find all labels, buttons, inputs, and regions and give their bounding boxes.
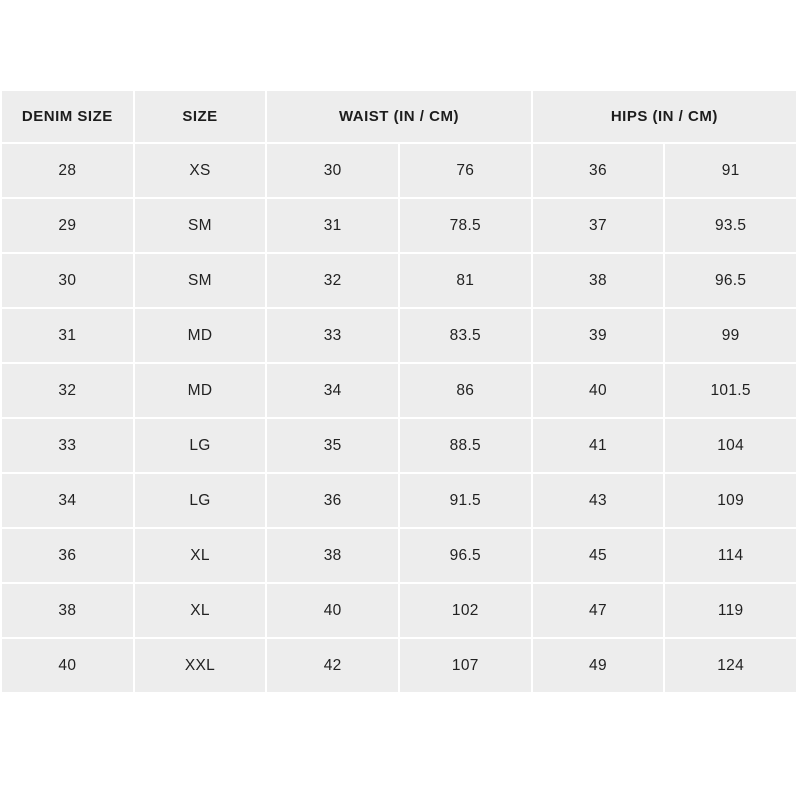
waist-cm-cell: 86 bbox=[400, 364, 531, 417]
hips-in-cell: 37 bbox=[533, 199, 664, 252]
denim-size-cell: 33 bbox=[2, 419, 133, 472]
denim-size-cell: 31 bbox=[2, 309, 133, 362]
waist-in-cell: 34 bbox=[267, 364, 398, 417]
table-row bbox=[2, 199, 796, 252]
hips-in-cell: 45 bbox=[533, 529, 664, 582]
hips-in-cell: 41 bbox=[533, 419, 664, 472]
table-row bbox=[2, 144, 796, 197]
waist-cm-cell: 83.5 bbox=[400, 309, 531, 362]
denim-size-cell: 30 bbox=[2, 254, 133, 307]
hips-in-cell: 49 bbox=[533, 639, 664, 692]
waist-in-cell: 32 bbox=[267, 254, 398, 307]
table-row bbox=[2, 254, 796, 307]
table-row bbox=[2, 309, 796, 362]
hips-cm-cell: 93.5 bbox=[665, 199, 796, 252]
denim-size-cell: 28 bbox=[2, 144, 133, 197]
denim-size-cell: 40 bbox=[2, 639, 133, 692]
denim-size-chart-table bbox=[0, 89, 798, 694]
size-cell: LG bbox=[135, 419, 266, 472]
hips-cm-cell: 101.5 bbox=[665, 364, 796, 417]
hips-in-cell: 39 bbox=[533, 309, 664, 362]
waist-cm-cell: 107 bbox=[400, 639, 531, 692]
waist-in-cell: 38 bbox=[267, 529, 398, 582]
denim-size-cell: 32 bbox=[2, 364, 133, 417]
table-row bbox=[2, 584, 796, 637]
table-row bbox=[2, 474, 796, 527]
denim-size-cell: 34 bbox=[2, 474, 133, 527]
denim-size-cell: 29 bbox=[2, 199, 133, 252]
hips-cm-cell: 91 bbox=[665, 144, 796, 197]
waist-in-cell: 33 bbox=[267, 309, 398, 362]
waist-cm-cell: 81 bbox=[400, 254, 531, 307]
hips-cm-cell: 114 bbox=[665, 529, 796, 582]
header-row bbox=[2, 91, 796, 142]
waist-in-cell: 30 bbox=[267, 144, 398, 197]
hips-in-cell: 40 bbox=[533, 364, 664, 417]
size-cell: SM bbox=[135, 254, 266, 307]
waist-in-cell: 35 bbox=[267, 419, 398, 472]
size-cell: LG bbox=[135, 474, 266, 527]
size-cell: MD bbox=[135, 364, 266, 417]
hips-in-cell: 38 bbox=[533, 254, 664, 307]
waist-in-cell: 36 bbox=[267, 474, 398, 527]
denim-size-cell: 36 bbox=[2, 529, 133, 582]
waist-in-cell: 31 bbox=[267, 199, 398, 252]
size-cell: MD bbox=[135, 309, 266, 362]
waist-in-cell: 40 bbox=[267, 584, 398, 637]
size-cell: XXL bbox=[135, 639, 266, 692]
hips-cm-cell: 119 bbox=[665, 584, 796, 637]
table-row bbox=[2, 639, 796, 692]
size-cell: SM bbox=[135, 199, 266, 252]
size-cell: XS bbox=[135, 144, 266, 197]
waist-cm-cell: 91.5 bbox=[400, 474, 531, 527]
table-row bbox=[2, 419, 796, 472]
header-waist: WAIST (IN / CM) bbox=[267, 91, 530, 142]
size-cell: XL bbox=[135, 584, 266, 637]
denim-size-cell: 38 bbox=[2, 584, 133, 637]
waist-cm-cell: 102 bbox=[400, 584, 531, 637]
waist-cm-cell: 78.5 bbox=[400, 199, 531, 252]
hips-in-cell: 36 bbox=[533, 144, 664, 197]
waist-cm-cell: 96.5 bbox=[400, 529, 531, 582]
header-denim-size: DENIM SIZE bbox=[2, 91, 133, 142]
hips-in-cell: 47 bbox=[533, 584, 664, 637]
waist-cm-cell: 88.5 bbox=[400, 419, 531, 472]
size-cell: XL bbox=[135, 529, 266, 582]
hips-cm-cell: 109 bbox=[665, 474, 796, 527]
hips-cm-cell: 96.5 bbox=[665, 254, 796, 307]
header-hips: HIPS (IN / CM) bbox=[533, 91, 796, 142]
hips-cm-cell: 99 bbox=[665, 309, 796, 362]
hips-cm-cell: 124 bbox=[665, 639, 796, 692]
hips-cm-cell: 104 bbox=[665, 419, 796, 472]
waist-in-cell: 42 bbox=[267, 639, 398, 692]
table-row bbox=[2, 529, 796, 582]
table-row bbox=[2, 364, 796, 417]
waist-cm-cell: 76 bbox=[400, 144, 531, 197]
hips-in-cell: 43 bbox=[533, 474, 664, 527]
header-size: SIZE bbox=[135, 91, 266, 142]
